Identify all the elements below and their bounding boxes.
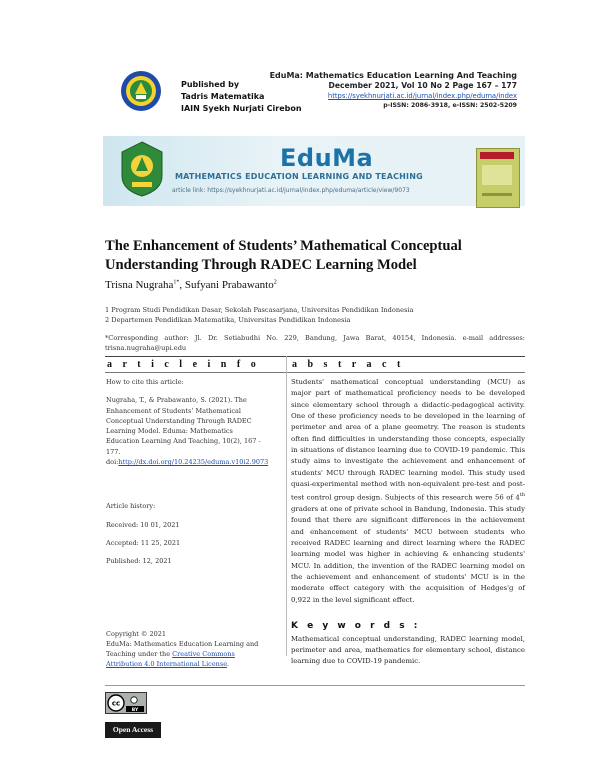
university-crest-icon [120, 140, 164, 198]
affiliations [105, 305, 413, 325]
accepted-date: Accepted: 11 25, 2021 [106, 538, 181, 547]
journal-name: EduMa: Mathematics Education Learning And Teaching [269, 71, 517, 80]
doi-link[interactable]: http://dx.doi.org/10.24235/eduma.v10i2.9073 [118, 458, 269, 467]
cc-text: cc [111, 699, 121, 708]
divider [105, 685, 525, 686]
license-prefix: Teaching under the [106, 650, 173, 659]
cc-by-badge[interactable] [105, 692, 147, 714]
corresponding-author: *Corresponding author: Jl. Dr. Setiabudhi No. 229, Bandung, Jawa Barat, 40154, Indonesia. e-mail addresses: trisna.nugraha@upi.edu [105, 334, 525, 352]
divider [105, 372, 525, 373]
authors [105, 279, 277, 291]
by-text: BY [131, 708, 139, 713]
institution-logo [120, 70, 162, 112]
publisher-line: Tadris Matematika [181, 92, 265, 101]
affiliation: 1 Program Studi Pendidikan Dasar, Sekolah Pascasarjana, Universitas Pendidikan Indonesia [105, 306, 414, 314]
license-link[interactable]: Attribution 4.0 International License [106, 660, 228, 669]
affiliation: 2 Departemen Pendidikan Matematika, Universitas Pendidikan Indonesia [105, 316, 351, 324]
published-date: Published: 12, 2021 [106, 557, 172, 566]
abstract-sup: th [519, 492, 525, 499]
column-divider [286, 356, 287, 656]
citation-line: Enhancement of Students’ Mathematical [106, 406, 241, 415]
journal-info [270, 71, 517, 111]
keywords-heading: K e y w o r d s : [291, 621, 421, 631]
citation-line: Learning Model. Eduma: Mathematics [106, 427, 233, 436]
cc-by-icon [106, 693, 146, 713]
author-name: , Sufyani Prabawanto [179, 279, 274, 291]
license-link[interactable]: Creative Commons [172, 650, 235, 659]
copyright: Copyright © 2021 [106, 629, 167, 638]
article-title [105, 237, 525, 275]
article-info [106, 377, 278, 670]
doi-prefix: doi: [106, 458, 119, 467]
publisher-line: IAIN Syekh Nurjati Cirebon [181, 104, 302, 113]
author-name: Trisna Nugraha [105, 279, 174, 291]
banner-subtitle: MATHEMATICS EDUCATION LEARNING AND TEACHING [175, 172, 423, 181]
abstract-part: Students' mathematical conceptual understanding (MCU) as major part of mathematical proficiency needs to be developed since elementary school through a didactic-pedagogical activity. One of these proficiency needs to be developed in the learning of perimeter and area of a plane geometry. The reason is students often find difficulties in understanding those concepts, especially in situations of distance learning due to COVID-19 pandemic. This study aims to investigate the achievement and enhancement of students' MCU through RADEC learning model. This study used quasi-experimental method with non-equivalent pre-test and post-test control group design. Subjects of this research were 56 of 4 [291, 378, 525, 502]
divider [105, 356, 525, 357]
article-link[interactable]: article link: https://syekhnurjati.ac.id/jurnal/index.php/eduma/article/view/9073 [172, 187, 410, 194]
license-suffix: . [227, 660, 230, 669]
title-line: The Enhancement of Students’ Mathematical Conceptual [105, 238, 462, 254]
abstract-text [291, 377, 525, 606]
received-date: Received: 10 01, 2021 [106, 520, 180, 529]
abstract-heading: a b s t r a c t [292, 359, 405, 370]
banner-title: EduMa [280, 144, 374, 172]
citation-line: 177. [106, 447, 121, 456]
citation-line: Nugraha, T., & Prabawanto, S. (2021). The [106, 396, 247, 405]
journal-issn: p-ISSN: 2086-3918, e-ISSN: 2502-5209 [383, 102, 517, 109]
cite-label: How to cite this article: [106, 378, 184, 386]
open-access-badge[interactable]: Open Access [105, 722, 161, 738]
author-sup: 1* [173, 279, 180, 286]
journal-issue: December 2021, Vol 10 No 2 Page 167 – 177 [328, 81, 517, 90]
history-label: Article history: [106, 502, 156, 511]
citation-line: Conceptual Understanding Through RADEC [106, 416, 252, 425]
abstract-part: graders at one of private school in Bandung, Indonesia. This study found that there are significant differences in the achievement and enhancement of students' MCU between students who received RADEC learning and direct learning where the RADEC learning model was higher in achieving & enhancing students' MCU. In addition, the invention of the RADEC learning model on the achievement and enhancement of students' MCU is in the moderate effect category with the acquisition of Hedges'g of 0,922 in the level significant effect. [291, 505, 525, 604]
title-line: Understanding Through RADEC Learning Model [105, 257, 417, 273]
article-info-heading: a r t i c l e i n f o [107, 359, 260, 370]
citation-line: Education Learning And Teaching, 10(2), 167 - [106, 437, 261, 446]
keywords-text: Mathematical conceptual understanding, RADEC learning model, perimeter and area, mathematics for elementary school, distance learning due to COVID-19 pandemic. [291, 635, 525, 666]
journal-cover-thumbnail [476, 148, 520, 208]
author-sup: 2 [273, 279, 277, 286]
publisher-line: Published by [181, 80, 240, 89]
journal-url-link[interactable]: https://syekhnurjati.ac.id/jurnal/index.php/eduma/index [327, 92, 517, 100]
copyright-journal: EduMa: Mathematics Education Learning and [106, 639, 259, 648]
